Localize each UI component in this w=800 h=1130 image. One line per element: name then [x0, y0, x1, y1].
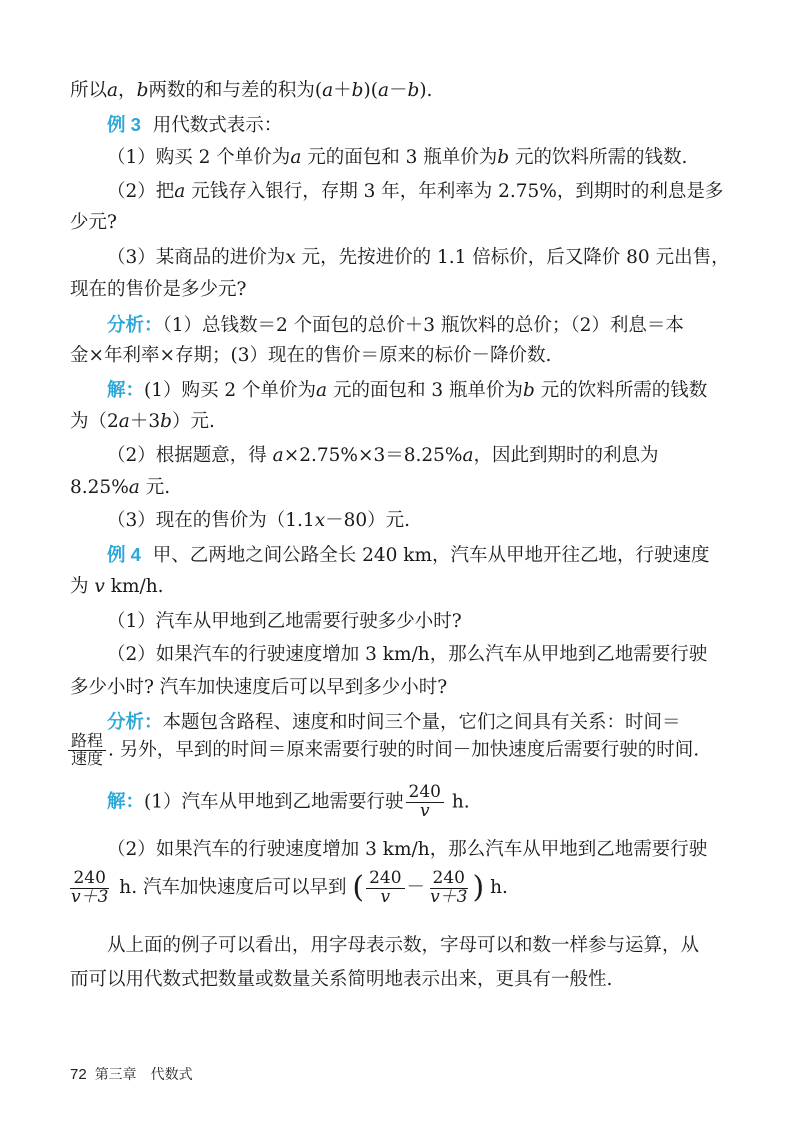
summary-line-2: 而可以用代数式把数量或数量关系简明地表示出来，更具有一般性. [70, 969, 613, 990]
summary-line-1: 从上面的例子可以看出，用字母表示数，字母可以和数一样参与运算，从 [107, 935, 700, 956]
time-fraction: $\frac{240}{v}$ [406, 784, 444, 821]
example-3-solution-1: 解：(1）购买 2 个单价为a 元的面包和 3 瓶单价为b 元的饮料所需的钱数 [107, 379, 708, 401]
chapter-title: 第三章 代数式 [94, 1067, 193, 1083]
example-4-label: 例 4 [107, 544, 141, 565]
example-4-question-1: （1）汽车从甲地到乙地需要行驶多少小时? [107, 611, 462, 632]
example-3-solution-1-cont: 为（2a＋3b）元. [70, 411, 215, 432]
analysis-label: 分析： [107, 711, 163, 732]
intro-line: 所以a，b两数的和与差的积为(a＋b)(a－b). [70, 80, 433, 101]
page-footer [70, 1064, 193, 1084]
example-3-solution-3: （3）现在的售价为（1.1x－80）元. [107, 510, 411, 531]
example-3-question-3-cont: 现在的售价是多少元? [70, 279, 247, 300]
example-4-heading-cont: 为 v km/h. [70, 576, 164, 597]
example-3-solution-2: （2）根据题意，得 a×2.75%×3＝8.25%a，因此到期时的利息为 [107, 445, 659, 466]
example-3-heading: 例 3 用代数式表示： [107, 114, 283, 136]
example-3-solution-2-cont: 8.25%a 元. [70, 477, 171, 498]
example-4-question-2-cont: 多少小时? 汽车加快速度后可以早到多少小时? [70, 677, 448, 698]
example-4-solution-2-cont: $\frac{240}{v+3}$ h. 汽车加快速度后可以早到 ( $\frac{240}{v}$ － $\frac{240}{v+3}$ ) h. [66, 866, 508, 910]
new-time-fraction: $\frac{240}{v+3}$ [430, 867, 468, 907]
example-3-analysis-cont: 金×年利率×存期；(3）现在的售价＝原来的标价－降价数. [70, 345, 552, 366]
solution-label: 解： [107, 379, 145, 400]
example-4-analysis: 分析：本题包含路程、速度和时间三个量，它们之间具有关系：时间＝ [107, 711, 681, 733]
example-4-analysis-cont: $\frac{\text{路程}}{\text{速度}}$ . 另外，早到的时间＝原来需要行驶的时间－加快速度后需要行驶的时间. [66, 733, 699, 768]
example-4-solution-2: （2）如果汽车的行驶速度增加 3 km/h，那么汽车从甲地到乙地需要行驶 [107, 839, 708, 860]
analysis-label: 分析： [107, 314, 163, 335]
example-3-question-3: （3）某商品的进价为x 元，先按进价的 1.1 倍标价，后又降价 80 元出售， [107, 247, 730, 268]
distance-over-speed-fraction: $\frac{\text{路程}}{\text{速度}}$ [68, 733, 106, 768]
example-3-question-2: （2）把a 元钱存入银行，存期 3 年，年利率为 2.75%，到期时的利息是多 [107, 181, 724, 202]
example-3-analysis: 分析：（1）总钱数＝2 个面包的总价＋3 瓶饮料的总价；（2）利息＝本 [107, 314, 684, 336]
example-4-question-2: （2）如果汽车的行驶速度增加 3 km/h，那么汽车从甲地到乙地需要行驶 [107, 644, 708, 665]
page-number: 72 [70, 1066, 87, 1083]
example-3-label: 例 3 [107, 114, 141, 135]
faster-time-fraction: $\frac{240}{v+3}$ [71, 867, 109, 907]
example-4-heading: 例 4 甲、乙两地之间公路全长 240 km，汽车从甲地开往乙地，行驶速度 [107, 544, 710, 566]
example-3-question-2-cont: 少元? [70, 212, 117, 233]
solution-label: 解： [107, 790, 145, 812]
example-4-solution-1: 解：(1）汽车从甲地到乙地需要行驶 $\frac{240}{v}$ h. [107, 782, 470, 821]
example-3-question-1: （1）购买 2 个单价为a 元的面包和 3 瓶单价为b 元的饮料所需的钱数. [107, 147, 688, 168]
original-time-fraction: $\frac{240}{v}$ [366, 870, 404, 907]
